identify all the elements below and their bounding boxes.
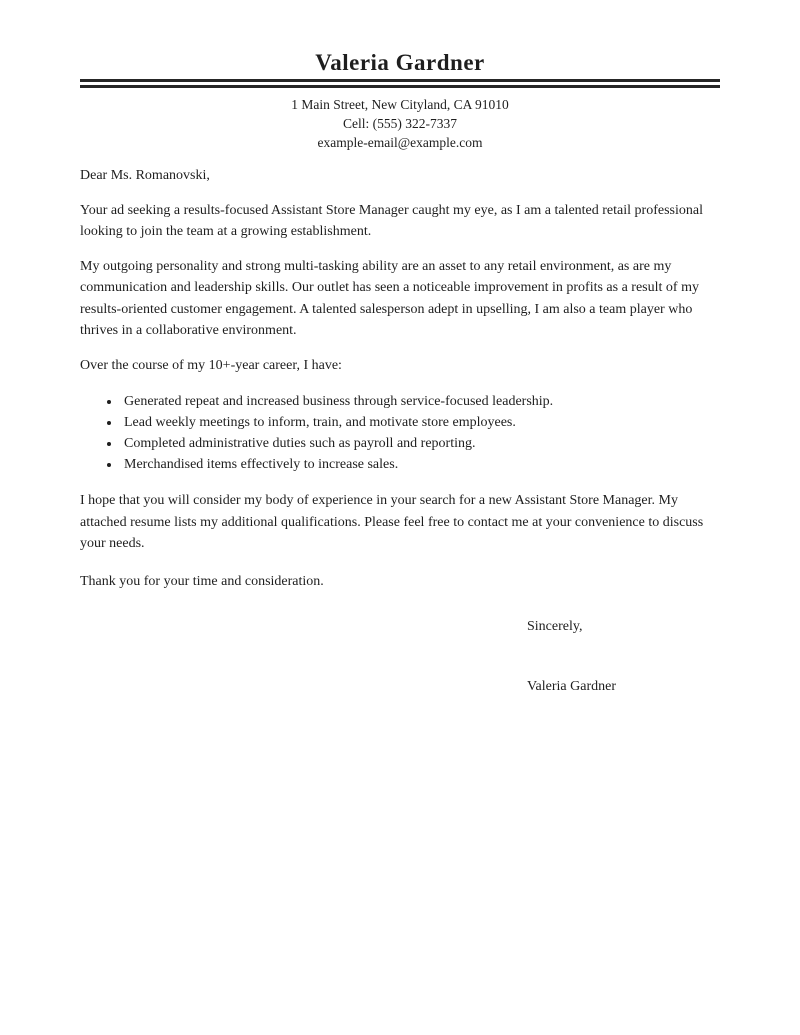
contact-block xyxy=(80,95,720,152)
valediction: Sincerely, xyxy=(527,619,583,634)
letterhead-divider xyxy=(80,79,720,88)
contact-address: 1 Main Street, New Cityland, CA 91010 xyxy=(291,97,509,112)
accomplishments-list xyxy=(80,391,720,475)
list-item: • Completed administrative duties such as payroll and reporting. xyxy=(121,433,720,454)
contact-cell: Cell: (555) 322-7337 xyxy=(343,116,457,131)
list-item: • Merchandised items effectively to increase sales. xyxy=(121,454,720,475)
signature-name: Valeria Gardner xyxy=(527,678,617,694)
salutation: Dear Ms. Romanovski, xyxy=(80,168,210,183)
contact-email: example-email@example.com xyxy=(317,135,483,150)
paragraph-skills: My outgoing personality and strong multi-tasking ability are an asset to any retail environment, as are my communication and leadership skills. Our outlet has seen a noticeable improvement in profits as a result of my results-oriented customer engagement. A talented salesperson adept in upselling, I am also a team player who thrives in a collaborative environment. xyxy=(80,258,699,338)
paragraph-career-lead: Over the course of my 10+-year career, I have: xyxy=(80,357,342,373)
closing-block xyxy=(527,616,720,697)
list-item: • Lead weekly meetings to inform, train, and motivate store employees. xyxy=(121,412,720,433)
paragraph-thanks: Thank you for your time and consideration. xyxy=(80,573,324,589)
list-item: • Generated repeat and increased business through service-focused leadership. xyxy=(121,391,720,412)
paragraph-hope: I hope that you will consider my body of experience in your search for a new Assistant Store Manager. My attached resume lists my additional qualifications. Please feel free to contact me at your convenience to discuss your needs. xyxy=(80,493,704,551)
letter-content xyxy=(80,0,720,697)
letter-body xyxy=(80,165,720,697)
paragraph-intro: Your ad seeking a results-focused Assistant Store Manager caught my eye, as I am a talented retail professional looking to join the team at a growing establishment. xyxy=(80,202,703,239)
letterhead-name: Valeria Gardner xyxy=(315,50,485,75)
